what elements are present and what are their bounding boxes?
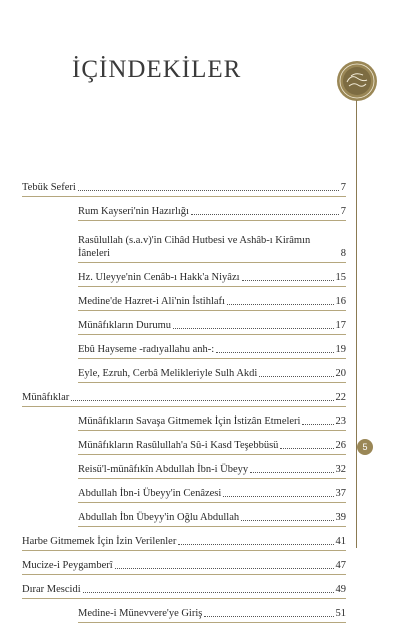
- toc-entry[interactable]: [22, 266, 346, 284]
- toc-entry-page: 26: [335, 440, 346, 451]
- toc-entry[interactable]: [22, 554, 346, 572]
- toc-entry-label: Münâfıkların Savaşa Gitmemek İçin İstizân Etmeleri: [78, 416, 301, 427]
- toc-entry[interactable]: [22, 290, 346, 308]
- toc-entry-label: Reisü'l-münâfıkîn Abdullah İbn-i Übeyy: [78, 464, 249, 475]
- toc-entry[interactable]: [22, 200, 346, 218]
- divider: [78, 430, 346, 431]
- toc-entry-page: 51: [335, 608, 346, 619]
- dot-leader: [302, 423, 333, 425]
- divider: [22, 550, 346, 551]
- toc-entry-page: 19: [335, 344, 346, 355]
- dot-leader: [250, 471, 333, 473]
- table-of-contents: [22, 176, 346, 626]
- toc-entry[interactable]: [22, 362, 346, 380]
- toc-entry[interactable]: [22, 176, 346, 194]
- dot-leader: [78, 189, 339, 191]
- toc-entry-label: Tebük Seferi: [22, 182, 76, 193]
- toc-entry[interactable]: [22, 506, 346, 524]
- dot-leader: [115, 567, 334, 569]
- toc-entry-page: 49: [335, 584, 346, 595]
- toc-entry-label: Dırar Mescidi: [22, 584, 81, 595]
- toc-entry-label: Abdullah İbn-i Übeyy'in Cenâzesi: [78, 488, 222, 499]
- divider: [22, 406, 346, 407]
- toc-entry-page: 7: [340, 206, 346, 217]
- toc-entry-page: 23: [335, 416, 346, 427]
- divider: [78, 502, 346, 503]
- toc-entry-label: Rum Kayseri'nin Hazırlığı: [78, 206, 189, 217]
- toc-entry-label: Rasûlullah (s.a.v)'in Cihâd Hutbesi ve Ashâb-ı Kirâmın İâneleri: [78, 235, 311, 259]
- toc-entry-page: 8: [340, 248, 346, 259]
- vertical-rule: [356, 100, 357, 548]
- divider: [78, 454, 346, 455]
- divider: [78, 478, 346, 479]
- dot-leader: [241, 519, 333, 521]
- divider: [22, 574, 346, 575]
- dot-leader: [83, 591, 334, 593]
- dot-leader: [223, 495, 333, 497]
- divider: [22, 598, 346, 599]
- toc-entry-page: 41: [335, 536, 346, 547]
- toc-entry[interactable]: [22, 578, 346, 596]
- toc-entry-page: 7: [340, 182, 346, 193]
- toc-entry-page: 32: [335, 464, 346, 475]
- toc-entry-page: 20: [335, 368, 346, 379]
- toc-entry[interactable]: [22, 338, 346, 356]
- divider: [22, 196, 346, 197]
- dot-leader: [191, 213, 339, 215]
- toc-entry[interactable]: [22, 458, 346, 476]
- toc-entry[interactable]: [22, 410, 346, 428]
- divider: [78, 220, 346, 221]
- toc-entry-label: Harbe Gitmemek İçin İzin Verilenler: [22, 536, 177, 547]
- page-title: İÇİNDEKİLER: [72, 56, 242, 83]
- toc-entry-label: Abdullah İbn Übeyy'in Oğlu Abdullah: [78, 512, 240, 523]
- toc-entry-label: Münâfıklar: [22, 392, 70, 403]
- dot-leader: [204, 615, 333, 617]
- calligraphy-seal-icon: [336, 60, 378, 102]
- dot-leader: [227, 303, 334, 305]
- divider: [78, 262, 346, 263]
- toc-entry-label: Ebû Hayseme -radıyallahu anh-:: [78, 344, 215, 355]
- divider: [78, 310, 346, 311]
- divider: [78, 358, 346, 359]
- toc-entry-page: 17: [335, 320, 346, 331]
- toc-entry-label: Hz. Uleyye'nin Cenâb-ı Hakk'a Niyâzı: [78, 272, 240, 283]
- divider: [78, 382, 346, 383]
- dot-leader: [173, 327, 333, 329]
- dot-leader: [259, 375, 333, 377]
- toc-entry-label: Eyle, Ezruh, Cerbâ Melikleriyle Sulh Akdi: [78, 368, 258, 379]
- toc-entry[interactable]: [22, 314, 346, 332]
- divider: [78, 286, 346, 287]
- dot-leader: [280, 447, 333, 449]
- toc-entry-label: Medine-i Münevvere'ye Giriş: [78, 608, 203, 619]
- dot-leader: [242, 279, 334, 281]
- toc-entry-page: 39: [335, 512, 346, 523]
- toc-entry-label: Münâfıkların Rasûlullah'a Sû-i Kasd Teşebbüsü: [78, 440, 279, 451]
- toc-entry-page: 22: [335, 392, 346, 403]
- toc-entry-page: 16: [335, 296, 346, 307]
- divider: [78, 622, 346, 623]
- toc-entry[interactable]: [22, 224, 346, 260]
- toc-entry[interactable]: [22, 434, 346, 452]
- toc-entry[interactable]: [22, 602, 346, 620]
- page-number-badge: 5: [357, 439, 373, 455]
- toc-entry-page: 15: [335, 272, 346, 283]
- toc-entry-page: 37: [335, 488, 346, 499]
- dot-leader: [71, 399, 333, 401]
- dot-leader: [216, 351, 333, 353]
- dot-leader: [178, 543, 333, 545]
- toc-entry-page: 47: [335, 560, 346, 571]
- toc-entry-label: Mucize-i Peygamberî: [22, 560, 113, 571]
- divider: [78, 334, 346, 335]
- toc-entry-label: Medine'de Hazret-i Ali'nin İstihlafı: [78, 296, 225, 307]
- divider: [78, 526, 346, 527]
- toc-entry[interactable]: [22, 386, 346, 404]
- toc-entry[interactable]: [22, 482, 346, 500]
- toc-entry-label: Münâfıkların Durumu: [78, 320, 172, 331]
- toc-entry[interactable]: [22, 530, 346, 548]
